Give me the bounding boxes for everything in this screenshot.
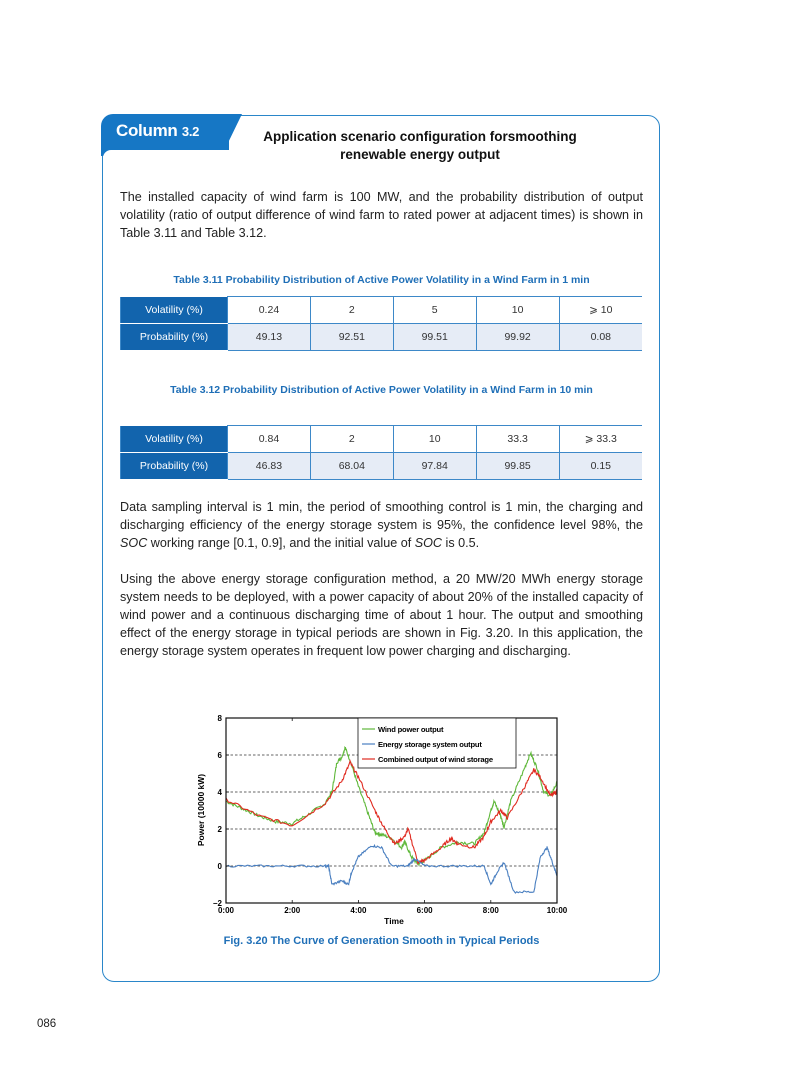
legend-label: Energy storage system output [378, 740, 482, 749]
table-cell: 0.24 [228, 297, 311, 324]
table-row [121, 453, 643, 480]
table-cell: 97.84 [393, 453, 476, 480]
x-tick-label: 0:00 [217, 906, 235, 915]
column-title [240, 128, 600, 164]
table-cell: 2 [310, 297, 393, 324]
x-tick-label: 6:00 [416, 906, 433, 915]
y-tick-label: 8 [217, 714, 222, 723]
table-3-12-caption: Table 3.12 Probability Distribution of Active Power Volatility in a Wind Farm in 10 min [170, 384, 593, 396]
chart-series [226, 747, 557, 893]
x-tick-label: 8:00 [482, 906, 499, 915]
column-title-line1: Application scenario configuration forsmoothing [263, 129, 577, 144]
table-cell: 99.51 [393, 324, 476, 351]
table-cell: 0.08 [559, 324, 642, 351]
row-header-volatility: Volatility (%) [121, 297, 228, 324]
soc-term: SOC [414, 536, 443, 550]
table-cell: 99.85 [476, 453, 559, 480]
x-tick-label: 4:00 [350, 906, 367, 915]
y-axis-label: Power (10000 kW) [196, 773, 206, 847]
row-header-probability: Probability (%) [121, 324, 228, 351]
table-cell: 10 [476, 297, 559, 324]
y-tick-label: 6 [217, 751, 222, 760]
y-tick-label: 0 [217, 862, 222, 871]
table-cell: ⩾ 10 [559, 297, 642, 324]
page-number: 086 [37, 1018, 57, 1030]
power-chart [186, 708, 576, 930]
column-label [116, 121, 199, 141]
y-tick-label: 4 [217, 788, 222, 797]
table-cell: 2 [310, 426, 393, 453]
paragraph-text: working range [0.1, 0.9], and the initial value of [147, 536, 415, 550]
legend-label: Combined output of wind storage [378, 755, 493, 764]
table-cell: 46.83 [228, 453, 311, 480]
table-cell: ⩾ 33.3 [559, 426, 642, 453]
x-axis-label: Time [384, 916, 404, 926]
series-line [226, 761, 557, 864]
table-3-11 [120, 296, 642, 351]
table-row [121, 426, 643, 453]
legend-label: Wind power output [378, 725, 444, 734]
column-word: Column [116, 121, 178, 140]
row-header-probability: Probability (%) [121, 453, 228, 480]
table-cell: 0.15 [559, 453, 642, 480]
figure-caption: Fig. 3.20 The Curve of Generation Smooth in Typical Periods [223, 935, 540, 947]
column-tab-base [103, 150, 229, 158]
soc-term: SOC [120, 536, 148, 550]
table-cell: 33.3 [476, 426, 559, 453]
row-header-volatility: Volatility (%) [121, 426, 228, 453]
table-cell: 10 [393, 426, 476, 453]
paragraph-parameters [120, 498, 643, 552]
table-cell: 0.84 [228, 426, 311, 453]
table-cell: 68.04 [310, 453, 393, 480]
table-row [121, 324, 643, 351]
x-tick-label: 10:00 [546, 906, 568, 915]
x-tick-label: 2:00 [284, 906, 301, 915]
table-cell: 92.51 [310, 324, 393, 351]
y-tick-label: −2 [212, 899, 222, 908]
series-line [226, 845, 557, 893]
y-tick-label: 2 [217, 825, 222, 834]
paragraph-intro: The installed capacity of wind farm is 100 MW, and the probability distribution of output volatility (ratio of output difference of wind farm to rated power at adjacent times) is shown in Table 3.11 and Table 3.12. [120, 190, 643, 240]
column-number: 3.2 [181, 124, 200, 139]
chart-legend [358, 718, 516, 768]
paragraph-text: Data sampling interval is 1 min, the period of smoothing control is 1 min, the charging and discharging efficiency of the energy storage system is 95%, the confidence level 98%, the [120, 500, 643, 532]
table-cell: 5 [393, 297, 476, 324]
column-title-line2: renewable energy output [340, 147, 500, 162]
table-cell: 49.13 [228, 324, 311, 351]
paragraph-configuration: Using the above energy storage configuration method, a 20 MW/20 MWh energy storage system needs to be deployed, with a power capacity of about 20% of the installed capacity of wind power and a continuous discharging time of about 1 hour. The output and smoothing effect of the energy storage in typical periods are shown in Fig. 3.20. In this application, the energy storage system operates in frequent low power charging and discharging. [120, 572, 643, 658]
table-3-11-caption: Table 3.11 Probability Distribution of Active Power Volatility in a Wind Farm in 1 min [173, 274, 590, 286]
chart-grid [226, 755, 557, 866]
paragraph-text: is 0.5. [442, 536, 480, 550]
table-3-12 [120, 425, 642, 480]
table-row [121, 297, 643, 324]
table-cell: 99.92 [476, 324, 559, 351]
